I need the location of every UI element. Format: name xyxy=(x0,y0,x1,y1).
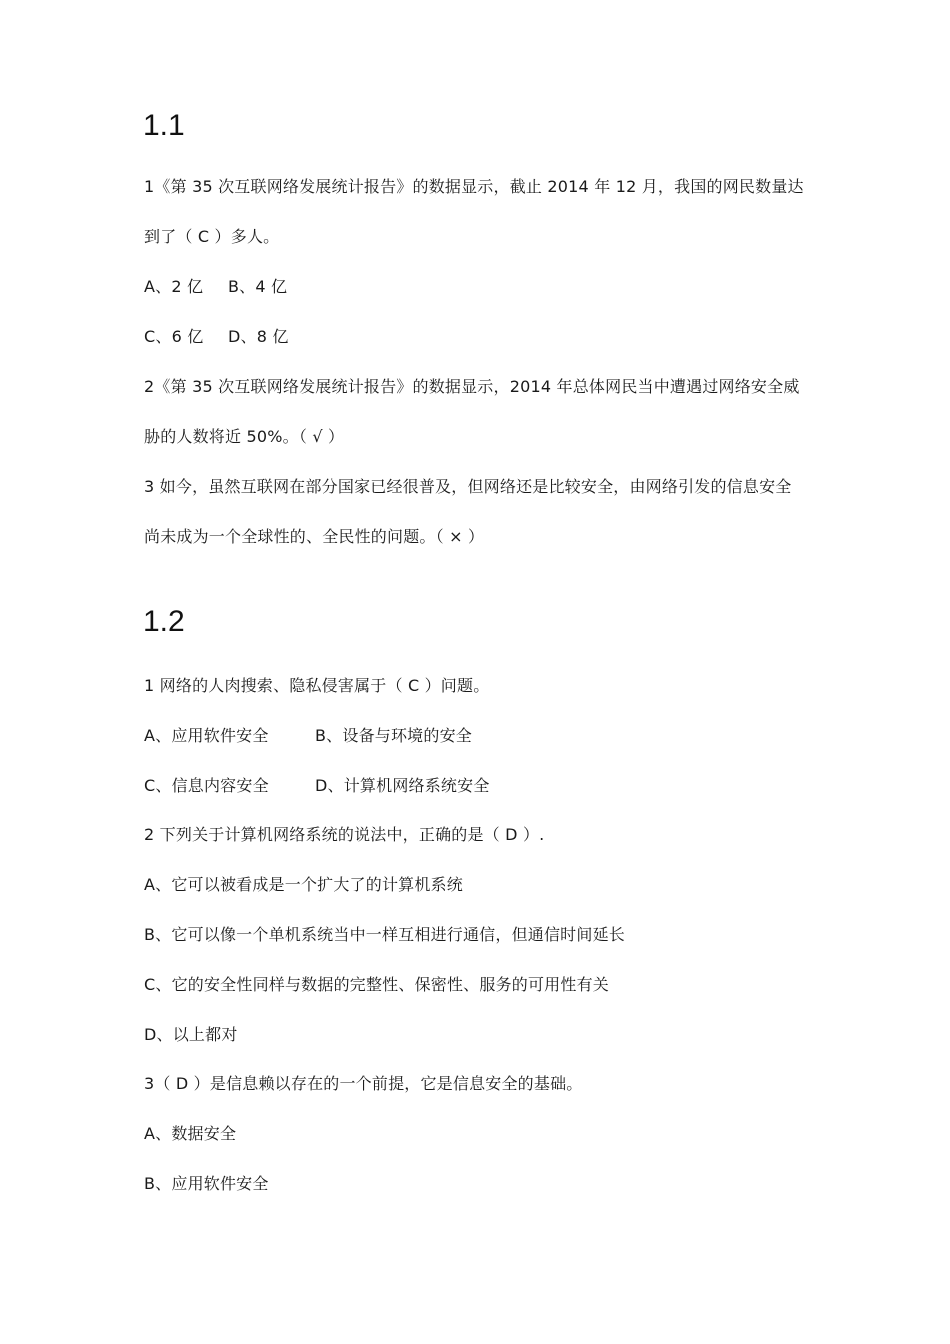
option-d: D、8 亿 xyxy=(228,327,289,346)
section-heading-1-2: 1.2 xyxy=(143,605,185,638)
option-row xyxy=(144,277,287,297)
option-b: B、4 亿 xyxy=(228,277,288,296)
option-row xyxy=(144,327,289,347)
question-text: 2《第 35 次互联网络发展统计报告》的数据显示，2014 年总体网民当中遭遇过网络安全威 xyxy=(144,377,800,396)
option-d: D、以上都对 xyxy=(144,1025,238,1044)
question-text: 3（ D ）是信息赖以存在的一个前提，它是信息安全的基础。 xyxy=(144,1074,583,1093)
option-row xyxy=(144,726,472,746)
question-text: 尚未成为一个全球性的、全民性的问题。（ × ） xyxy=(144,527,485,546)
option-row xyxy=(144,776,490,796)
section-heading-1-1: 1.1 xyxy=(143,109,185,142)
option-b: B、它可以像一个单机系统当中一样互相进行通信，但通信时间延长 xyxy=(144,925,625,944)
question-text: 到了（ C ）多人。 xyxy=(144,227,280,246)
option-a: A、应用软件安全 xyxy=(144,726,269,745)
option-b: B、设备与环境的安全 xyxy=(315,726,472,745)
option-d: D、计算机网络系统安全 xyxy=(315,776,490,795)
question-text: 3 如今，虽然互联网在部分国家已经很普及，但网络还是比较安全，由网络引发的信息安全 xyxy=(144,477,792,496)
question-text: 1 网络的人肉搜索、隐私侵害属于（ C ）问题。 xyxy=(144,676,490,695)
option-c: C、6 亿 xyxy=(144,327,204,346)
option-a: A、它可以被看成是一个扩大了的计算机系统 xyxy=(144,875,463,894)
question-text: 1《第 35 次互联网络发展统计报告》的数据显示，截止 2014 年 12 月，我国的网民数量达 xyxy=(144,177,804,196)
question-text: 胁的人数将近 50%。（ √ ） xyxy=(144,427,345,446)
option-a: A、2 亿 xyxy=(144,277,204,296)
option-a: A、数据安全 xyxy=(144,1124,237,1143)
option-c: C、信息内容安全 xyxy=(144,776,269,795)
question-text: 2 下列关于计算机网络系统的说法中，正确的是（ D ）. xyxy=(144,825,545,844)
option-b: B、应用软件安全 xyxy=(144,1174,269,1193)
option-c: C、它的安全性同样与数据的完整性、保密性、服务的可用性有关 xyxy=(144,975,609,994)
